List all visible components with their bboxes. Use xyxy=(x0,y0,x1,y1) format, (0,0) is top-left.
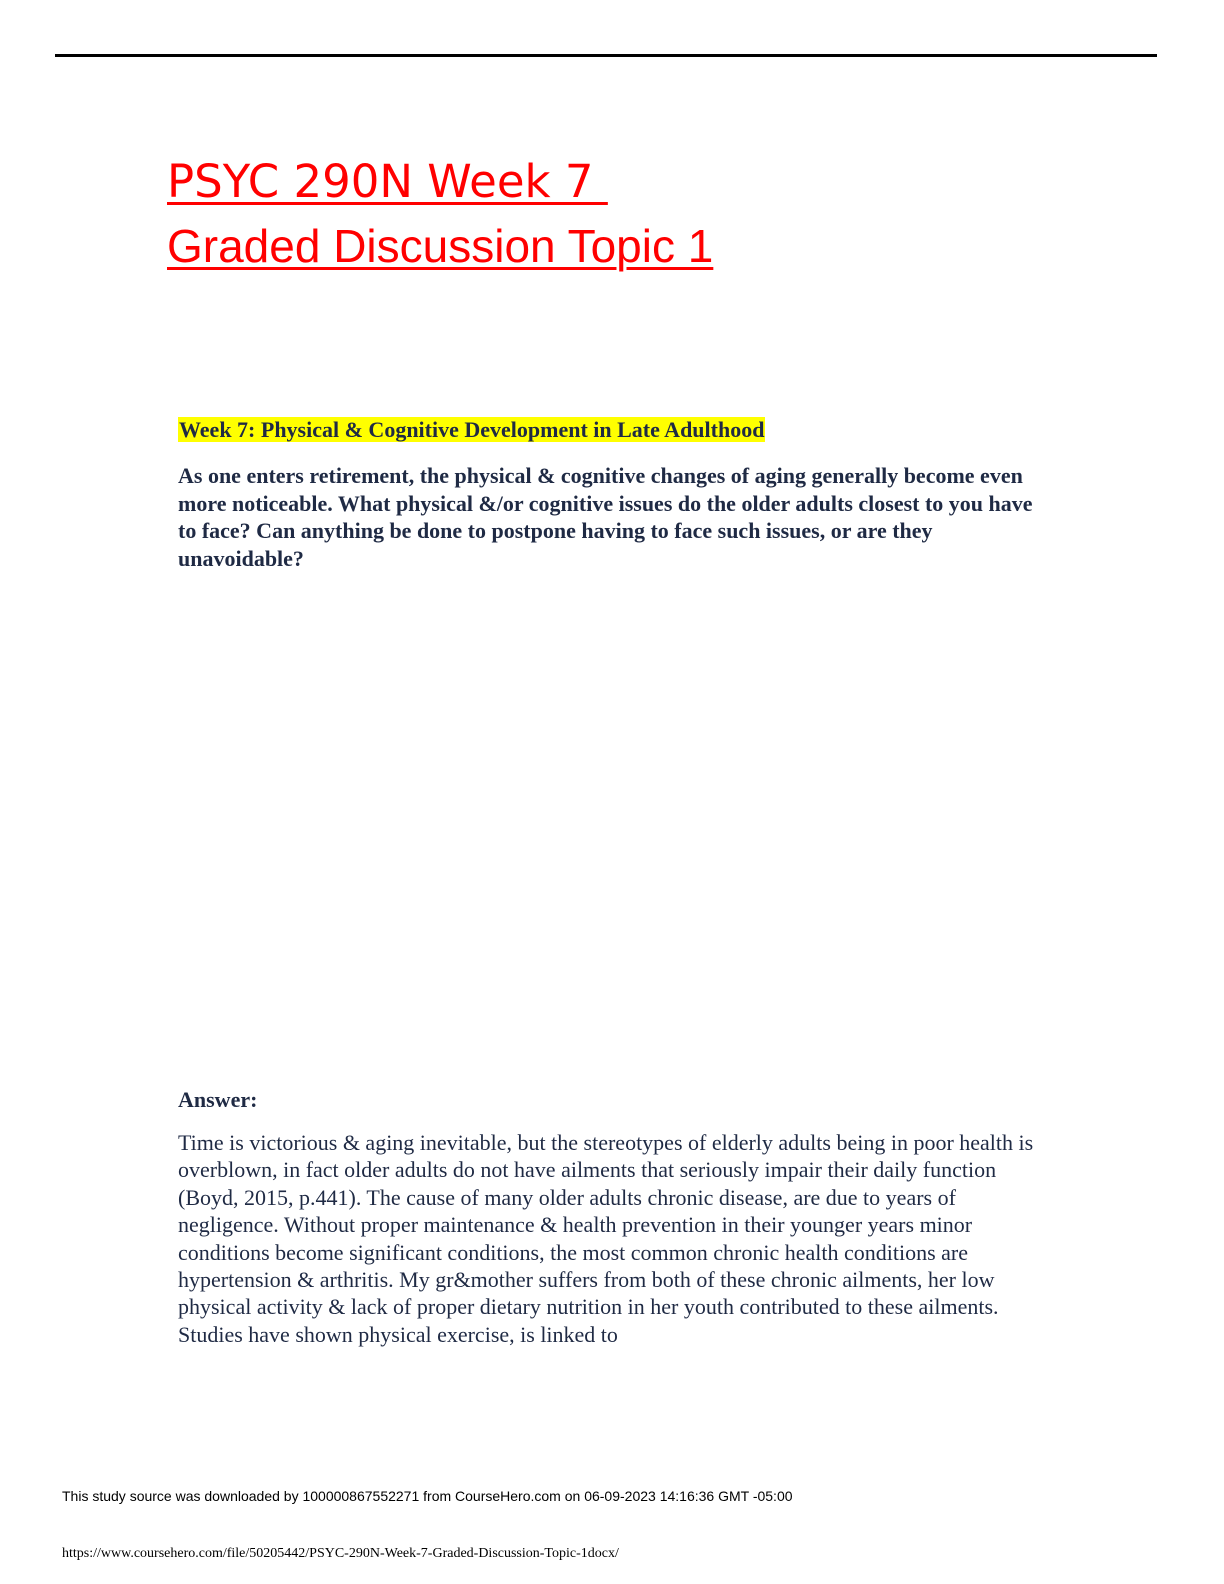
document-title xyxy=(167,150,713,278)
answer-body: Time is victorious & aging inevitable, but the stereotypes of elderly adults being in poor health is overblown, in fact older adults do not have ailments that seriously impair their daily function (Boyd, 2015, p.441). The cause of many older adults chronic disease, are due to years of negligence. Without proper maintenance & health prevention in their younger years minor conditions become significant conditions, the most common chronic health conditions are hypertension & arthritis. My gr&mother suffers from both of these chronic ailments, her low physical activity & lack of proper dietary nutrition in her youth contributed to these ailments. Studies have shown physical exercise, is linked to xyxy=(178,1130,1034,1347)
title-line-1: PSYC 290N Week 7 xyxy=(167,155,608,208)
discussion-question: As one enters retirement, the physical & cognitive changes of aging generally become even more noticeable. What physical &/or cognitive issues do the older adults closest to you have to face? Can anything be done to postpone having to face such issues, or are they unavoidable? xyxy=(178,463,1033,571)
answer-label: Answer: xyxy=(178,1087,258,1112)
week-heading xyxy=(178,416,765,444)
title-line-2: Graded Discussion Topic 1 xyxy=(167,220,714,272)
footer-url-link[interactable]: https://www.coursehero.com/file/50205442/PSYC-290N-Week-7-Graded-Discussion-Topic-1docx/ xyxy=(62,1546,619,1561)
week-heading-highlight: Week 7: Physical & Cognitive Development in Late Adulthood xyxy=(179,417,765,442)
footer-source-notice: This study source was downloaded by 100000867552271 from CourseHero.com on 06-09-2023 14:16:36 GMT -05:00 xyxy=(62,1488,793,1504)
top-horizontal-rule xyxy=(55,54,1157,57)
